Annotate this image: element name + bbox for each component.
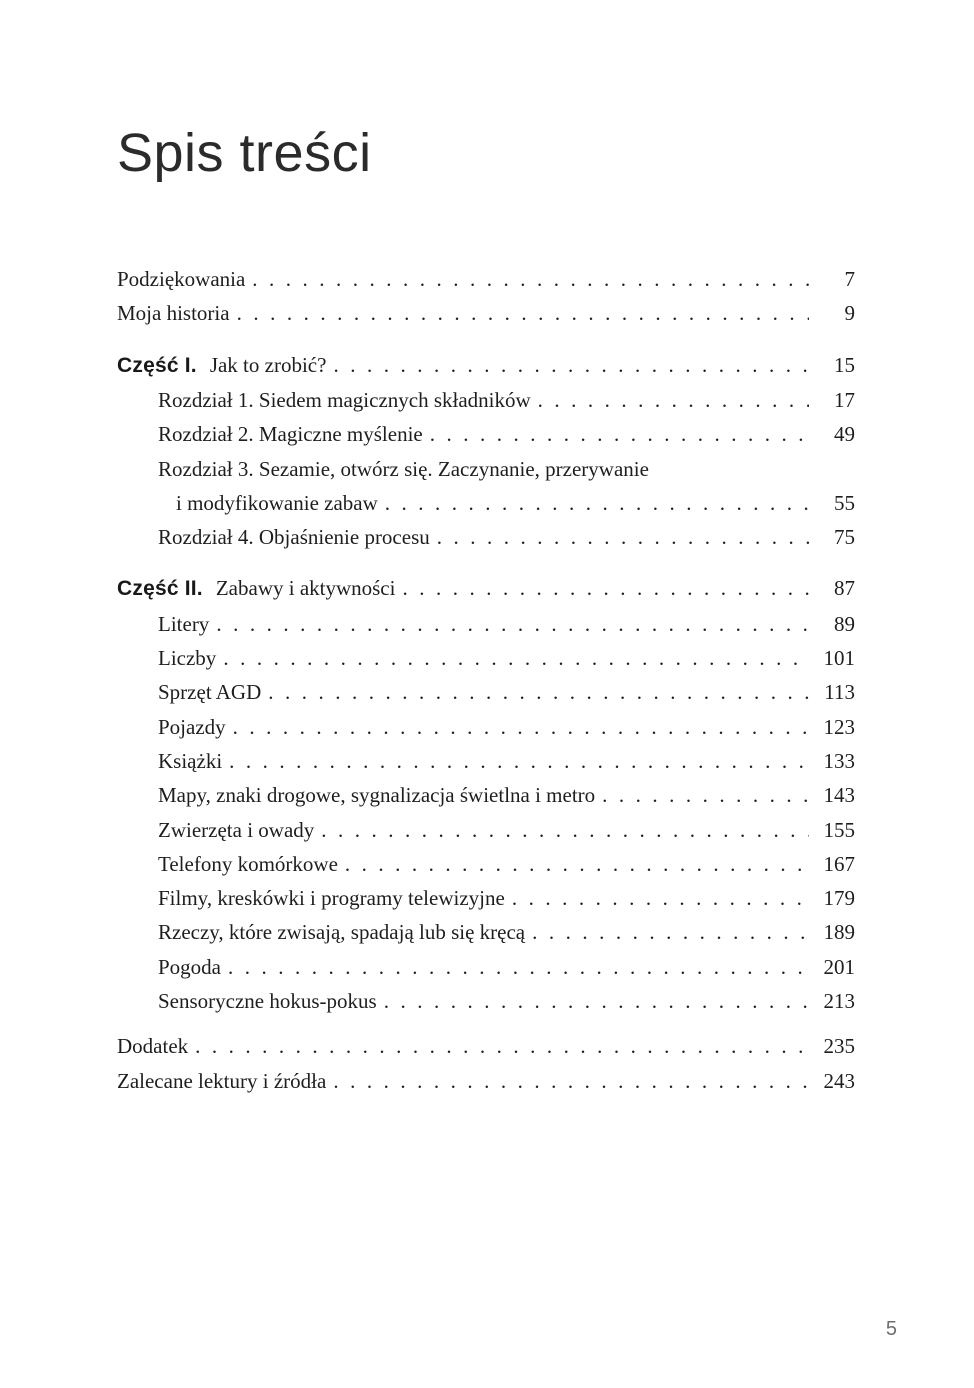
toc-page-number: 75 (834, 525, 855, 550)
dot-leader (378, 486, 809, 520)
toc-entry (117, 778, 855, 812)
dot-leader (230, 296, 809, 330)
dot-leader (338, 847, 809, 881)
toc-page-number: 143 (823, 783, 855, 808)
dot-leader (188, 1029, 809, 1063)
dot-leader (430, 520, 809, 554)
toc-page-number: 101 (823, 646, 855, 671)
toc-entry-label: Dodatek (117, 1034, 189, 1059)
toc-entry-label: Podziękowania (117, 267, 246, 292)
toc-entry (117, 950, 855, 984)
toc-list (117, 262, 855, 1098)
toc-entry-label: Sensoryczne hokus-pokus (158, 989, 377, 1014)
toc-page-number: 213 (823, 989, 855, 1014)
toc-page-number: 155 (823, 817, 855, 842)
dot-leader (326, 348, 809, 382)
toc-entry (117, 881, 855, 915)
toc-page-number: 113 (824, 680, 855, 705)
toc-entry-label: Zalecane lektury i źródła (117, 1068, 327, 1093)
toc-page-number: 243 (823, 1068, 855, 1093)
toc-entry (117, 984, 855, 1018)
toc-entry-label: Pojazdy (158, 714, 226, 739)
toc-entry-label: Zabawy i aktywności (215, 576, 396, 601)
toc-part-label: Część I. (117, 353, 197, 377)
toc-page-number: 49 (834, 422, 855, 447)
dot-leader (222, 744, 809, 778)
toc-page-number: 15 (834, 352, 855, 377)
toc-entry (117, 383, 855, 417)
toc-entry-label: Rozdział 2. Magiczne myślenie (158, 422, 423, 447)
dot-leader (221, 950, 809, 984)
toc-entry-label: Jak to zrobić? (209, 352, 327, 377)
dot-leader (531, 383, 809, 417)
toc-page-number: 87 (834, 576, 855, 601)
toc-part-label: Część II. (117, 577, 203, 601)
toc-entry (117, 452, 855, 486)
toc-entry-label: Rozdział 4. Objaśnienie procesu (158, 525, 430, 550)
toc-entry (117, 520, 855, 554)
toc-page-number: 133 (823, 748, 855, 773)
toc-entry (117, 915, 855, 949)
toc-entry (117, 486, 855, 520)
toc-entry (117, 744, 855, 778)
toc-page-number: 7 (844, 267, 855, 292)
toc-entry (117, 710, 855, 744)
toc-entry (117, 847, 855, 881)
toc-entry-label: Sprzęt AGD (158, 680, 262, 705)
dot-leader (505, 881, 809, 915)
dot-leader (261, 675, 809, 709)
dot-leader (216, 641, 809, 675)
dot-leader (314, 813, 809, 847)
dot-leader (245, 262, 809, 296)
toc-entry-label: Telefony komórkowe (158, 851, 338, 876)
toc-entry-label: i modyfikowanie zabaw (176, 490, 378, 515)
toc-page-number: 167 (823, 851, 855, 876)
toc-entry-label: Pogoda (158, 954, 221, 979)
page-title: Spis treści (117, 123, 372, 183)
toc-page-number: 123 (823, 714, 855, 739)
dot-leader (377, 984, 809, 1018)
dot-leader (395, 571, 809, 605)
toc-entry-label: Zwierzęta i owady (158, 817, 315, 842)
toc-entry (117, 296, 855, 330)
toc-entry-label: Litery (158, 611, 210, 636)
dot-leader (525, 915, 809, 949)
footer-page-number: 5 (885, 1318, 897, 1340)
toc-entry (117, 348, 855, 383)
toc-entry-label: Rozdział 3. Sezamie, otwórz się. Zaczynanie, przerywanie (158, 456, 649, 481)
toc-entry-label: Mapy, znaki drogowe, sygnalizacja świetlna i metro (158, 783, 596, 808)
toc-entry (117, 675, 855, 709)
dot-leader (423, 417, 809, 451)
toc-entry-label: Liczby (158, 646, 217, 671)
toc-entry-label: Książki (158, 748, 223, 773)
toc-entry-label: Rzeczy, które zwisają, spadają lub się kręcą (158, 920, 526, 945)
toc-page-number: 9 (844, 301, 855, 326)
toc-entry (117, 1064, 855, 1098)
toc-page-number: 17 (834, 387, 855, 412)
toc-entry (117, 1029, 855, 1063)
toc-page-number: 235 (823, 1034, 855, 1059)
toc-page-number: 189 (823, 920, 855, 945)
toc-page-number: 179 (823, 886, 855, 911)
toc-entry (117, 641, 855, 675)
toc-entry-label: Rozdział 1. Siedem magicznych składników (158, 387, 531, 412)
toc-page-number: 89 (834, 611, 855, 636)
toc-entry (117, 417, 855, 451)
dot-leader (209, 607, 809, 641)
dot-leader (326, 1064, 809, 1098)
dot-leader (226, 710, 809, 744)
toc-entry-label: Moja historia (117, 301, 230, 326)
toc-page-number: 55 (834, 490, 855, 515)
toc-entry (117, 607, 855, 641)
toc-entry (117, 262, 855, 296)
dot-leader (595, 778, 809, 812)
toc-entry-label: Filmy, kreskówki i programy telewizyjne (158, 886, 505, 911)
toc-entry (117, 571, 855, 606)
toc-entry (117, 813, 855, 847)
toc-page-number: 201 (823, 954, 855, 979)
